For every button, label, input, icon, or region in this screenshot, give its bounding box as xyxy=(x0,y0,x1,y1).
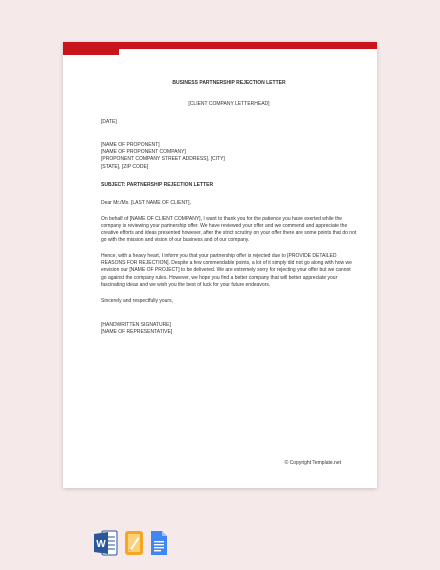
closing: Sincerely and respectfully yours, xyxy=(101,297,173,304)
letter-body xyxy=(101,80,357,336)
google-docs-icon[interactable] xyxy=(150,530,168,556)
recipient-address xyxy=(101,142,357,170)
signature-block xyxy=(101,322,357,336)
letter-title: BUSINESS PARTNERSHIP REJECTION LETTER xyxy=(172,80,286,86)
svg-text:W: W xyxy=(96,539,106,550)
date-placeholder: [DATE] xyxy=(101,119,117,126)
body-paragraph: Hence, with a heavy heart, I inform you that your partnership offer is rejected due to [PROVIDE DETAILED REASONS FOR REJECTION]. Despite a few commendable points, a lot of it simply did not go along with how we envision our [NAME OF PROJECT] to be delivered. We are extremely sorry for rejecting your offer but we cannot go against the company rules. However, we hope you find a better company that will better appreciate your fascinating ideas and we wish you the best of luck for your future endeavors. xyxy=(101,253,352,288)
address-line: [PROPONENT COMPANY STREET ADDRESS], [CITY] xyxy=(101,156,225,163)
letter-page xyxy=(63,42,377,488)
body-paragraph: On behalf of [NAME OF CLIENT COMPANY], I want to thank you for the patience you have exerted while the company is reviewing your partnership offer. We have reviewed your offer and we commend and appreciate the creative efforts and ideas presented however, after the strict scrutiny on your offer there are some points that do not go with the mission and vision of our business and of our company. xyxy=(101,215,357,244)
letterhead-placeholder: [CLIENT COMPANY LETTERHEAD] xyxy=(188,101,270,108)
header-accent-tab xyxy=(63,49,119,55)
salutation: Dear Mr./Ms. [LAST NAME OF CLIENT], xyxy=(101,199,191,206)
copyright-notice: © Copyright Template.net xyxy=(284,460,341,466)
signature-line: [HANDWRITTEN SIGNATURE] xyxy=(101,321,171,328)
signature-line: [NAME OF REPRESENTATIVE] xyxy=(101,328,173,335)
subject-line: SUBJECT: PARTNERSHIP REJECTION LETTER xyxy=(101,181,214,188)
word-icon[interactable] xyxy=(94,530,118,556)
address-line: [NAME OF PROPONENT COMPANY] xyxy=(101,149,186,156)
header-accent-bar xyxy=(63,42,377,49)
pages-icon[interactable] xyxy=(124,530,144,556)
address-line: [STATE], [ZIP CODE] xyxy=(101,163,149,170)
address-line: [NAME OF PROPONENT] xyxy=(101,142,160,149)
